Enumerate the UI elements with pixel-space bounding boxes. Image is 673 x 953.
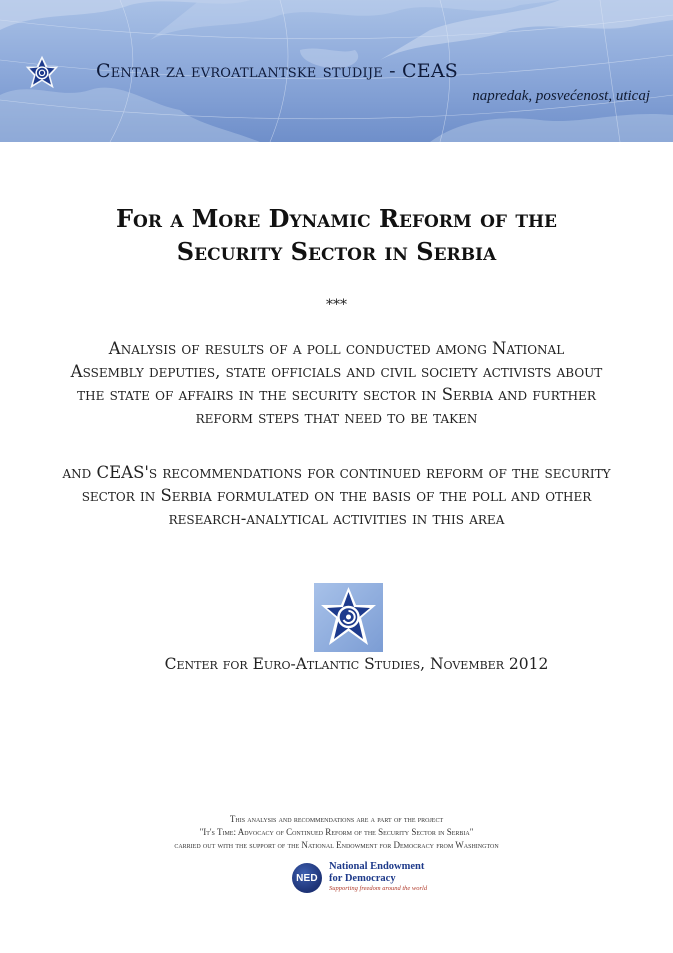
subtitle-analysis: Analysis of results of a poll conducted among National Assembly deputies, state officials and civil society activists about the state of affairs in the security sector in Serbia and further reform steps that need to be taken: [70, 339, 603, 427]
ned-name: [329, 861, 424, 884]
ned-logo: [292, 860, 432, 896]
title-line-2: Security Sector in Serbia: [176, 237, 497, 266]
ned-globe-icon: [292, 863, 322, 893]
banner-tagline: napredak, posvećenost, uticaj: [472, 88, 650, 104]
banner-title: Centar za evroatlantske studije - CEAS: [96, 60, 458, 82]
title-line-1: For a More Dynamic Reform of the: [115, 204, 557, 233]
ned-tagline: Supporting freedom around the world: [329, 885, 428, 892]
ned-name-line-1: National Endowment: [329, 861, 425, 872]
separator: ***: [326, 297, 347, 313]
project-note-line-3: carried out with the support of the National Endowment for Democracy from Washington: [174, 840, 499, 850]
ned-logo-text: NED: [296, 872, 318, 884]
ceas-logo-icon: [24, 54, 60, 90]
project-note-line-2: "It's Time: Advocacy of Continued Reform of the Security Sector in Serbia": [199, 827, 474, 837]
subtitle-recommendations: and CEAS's recommendations for continued reform of the security sector in Serbia formulated on the basis of the poll and other research-analytical activities in this area: [62, 463, 611, 528]
ceas-center-logo-icon: [314, 583, 383, 652]
header-banner: [0, 0, 673, 142]
project-note: [0, 813, 673, 852]
project-note-line-1: This analysis and recommendations are a part of the project: [229, 814, 444, 824]
document-title: [0, 202, 673, 268]
ned-name-line-2: for Democracy: [329, 872, 396, 884]
organization-date: Center for Euro-Atlantic Studies, November 2012: [164, 655, 549, 673]
